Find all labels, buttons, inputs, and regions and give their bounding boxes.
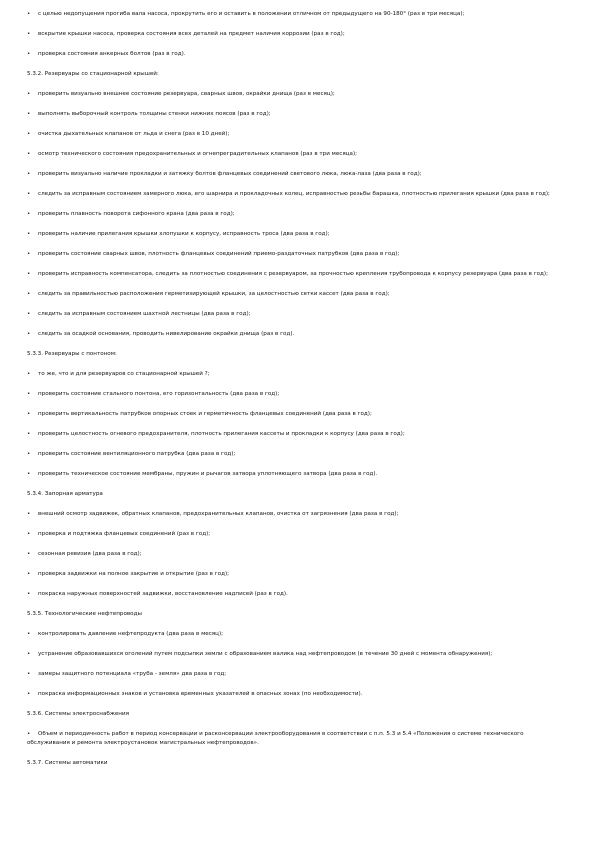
list-item: • сезонная ревизия (два раза в год); xyxy=(27,551,142,557)
list-item: • Объем и периодичность работ в период консервации и расконсервации электрооборудования в соответствии с п.п. 5.3 и 5.4 «Положения о системе технического обслуживания и ремонта электроустановок магистральных нефтепроводов». xyxy=(27,731,524,746)
section-heading: 5.3.6. Системы электроснабжения xyxy=(27,711,129,717)
list-item: • проверить состояние вентиляционного патрубка (два раза в год); xyxy=(27,451,236,457)
section-heading: 5.3.5. Технологические нефтепроводы xyxy=(27,611,142,617)
list-item: • покраска информационных знаков и установка временных указателей в опасных зонах (по необходимости). xyxy=(27,691,363,697)
bullet-icon: • xyxy=(27,571,31,577)
list-item: • проверить состояние стального понтона, его горизонтальность (два раза в год); xyxy=(27,391,280,397)
section-heading: 5.3.2. Резервуары со стационарной крышей: xyxy=(27,71,159,77)
list-item: • проверка и подтяжка фланцевых соединений (раз в год); xyxy=(27,531,211,537)
bullet-icon: • xyxy=(27,431,31,437)
list-item: • следить за исправным состоянием шахтной лестницы (два раза в год); xyxy=(27,311,251,317)
bullet-icon: • xyxy=(27,31,31,37)
list-item: • проверить вертикальность патрубков опорных стоек и герметичность фланцевых соединений (два раза в год); xyxy=(27,411,372,417)
list-item: • следить за исправным состоянием замерного люка, его шарнира и прокладочных колец, исправностью резьбы барашка, плотностью прилегания крышки (два раза в год); xyxy=(27,191,550,197)
list-item: • контролировать давление нефтепродукта (два раза в месяц); xyxy=(27,631,224,637)
list-item: • проверка задвижки на полное закрытие и открытие (раз в год); xyxy=(27,571,230,577)
bullet-icon: • xyxy=(27,211,31,217)
list-item: • покраска наружных поверхностей задвижки, восстановление надписей (раз в год). xyxy=(27,591,288,597)
bullet-icon: • xyxy=(27,631,31,637)
list-item: • следить за правильностью расположения герметизирующей крышки, за целостностью сетки кассет (два раза в год); xyxy=(27,291,390,297)
bullet-icon: • xyxy=(27,591,31,597)
list-item: • проверить техническое состояние мембраны, пружин и рычагов затвора уплотняющего затвора (два раза в год). xyxy=(27,471,378,477)
bullet-icon: • xyxy=(27,11,31,17)
list-item: • осмотр технического состояния предохранительных и огнепреградительных клапанов (раз в три месяца); xyxy=(27,151,358,157)
section-heading: 5.3.7. Системы автоматики xyxy=(27,760,108,766)
bullet-icon: • xyxy=(27,691,31,697)
bullet-icon: • xyxy=(27,151,31,157)
bullet-icon: • xyxy=(27,451,31,457)
bullet-icon: • xyxy=(27,231,31,237)
list-item: • внешний осмотр задвижек, обратных клапанов, предохранительных клапанов, очистка от загрязнения (два раза в год); xyxy=(27,511,399,517)
bullet-icon: • xyxy=(27,551,31,557)
list-item: • устранение образовавшихся оголений путем подсыпки земли с образованием валика над нефтепроводом (в течение 30 дней с момента обнаружения); xyxy=(27,651,493,657)
bullet-icon: • xyxy=(27,91,31,97)
bullet-icon: • xyxy=(27,651,31,657)
bullet-icon: • xyxy=(27,371,31,377)
bullet-icon: • xyxy=(27,471,31,477)
section-heading: 5.3.3. Резервуары с понтоном: xyxy=(27,351,117,357)
bullet-icon: • xyxy=(27,331,31,337)
bullet-icon: • xyxy=(27,291,31,297)
list-item: • проверить состояние сварных швов, плотность фланцевых соединений приемо-раздаточных патрубков (два раза в год); xyxy=(27,251,400,257)
section-heading: 5.3.4. Запорная арматура xyxy=(27,491,103,497)
bullet-icon: • xyxy=(27,191,31,197)
list-item: • вскрытие крышки насоса, проверка состояния всех деталей на предмет наличия коррозии (раз в год); xyxy=(27,31,345,37)
list-item: • замеры защитного потенциала «труба - земля» два раза в год; xyxy=(27,671,227,677)
bullet-icon: • xyxy=(27,671,31,677)
list-item: • проверить целостность огневого предохранителя, плотность прилегания кассеты и прокладки к корпусу (два раза в год); xyxy=(27,431,405,437)
list-item: • с целью недопущения прогиба вала насоса, прокрутить его и оставить в положении отличном от предыдущего на 90-180° (раз в три месяца); xyxy=(27,11,465,17)
list-item: • проверить плавность поворота сифонного крана (два раза в год); xyxy=(27,211,235,217)
list-item: • очистка дыхательных клапанов от льда и снега (раз в 10 дней); xyxy=(27,131,230,137)
bullet-icon: • xyxy=(27,251,31,257)
list-item: • проверить исправность компенсатора, следить за плотностью соединения с резервуаром, за прочностью крепления трубопровода к корпусу резервуара (два раза в год); xyxy=(27,271,548,277)
list-item: • выполнять выборочный контроль толщины стенки нижних поясов (раз в год); xyxy=(27,111,271,117)
list-item: • проверка состояния анкерных болтов (раз в год). xyxy=(27,51,186,57)
bullet-icon: • xyxy=(27,531,31,537)
bullet-icon: • xyxy=(27,171,31,177)
list-item: • проверить наличие прилегания крышки хлопушки к корпусу, исправность троса (два раза в год); xyxy=(27,231,330,237)
list-item: • то же, что и для резервуаров со стационарной крышей ?; xyxy=(27,371,210,377)
bullet-icon: • xyxy=(27,111,31,117)
bullet-icon: • xyxy=(27,511,31,517)
list-item: • проверить визуально наличие прокладки и затяжку болтов фланцевых соединений светового люка, люка-лаза (два раза в год); xyxy=(27,171,422,177)
bullet-icon: • xyxy=(27,731,31,737)
bullet-icon: • xyxy=(27,311,31,317)
bullet-icon: • xyxy=(27,391,31,397)
bullet-icon: • xyxy=(27,51,31,57)
bullet-icon: • xyxy=(27,411,31,417)
bullet-icon: • xyxy=(27,131,31,137)
list-item: • следить за осадкой основания, проводить нивелирование окрайки днища (раз в год). xyxy=(27,331,295,337)
bullet-icon: • xyxy=(27,271,31,277)
list-item: • проверить визуально внешнее состояние резервуара, сварных швов, окрайки днища (раз в месяц); xyxy=(27,91,335,97)
